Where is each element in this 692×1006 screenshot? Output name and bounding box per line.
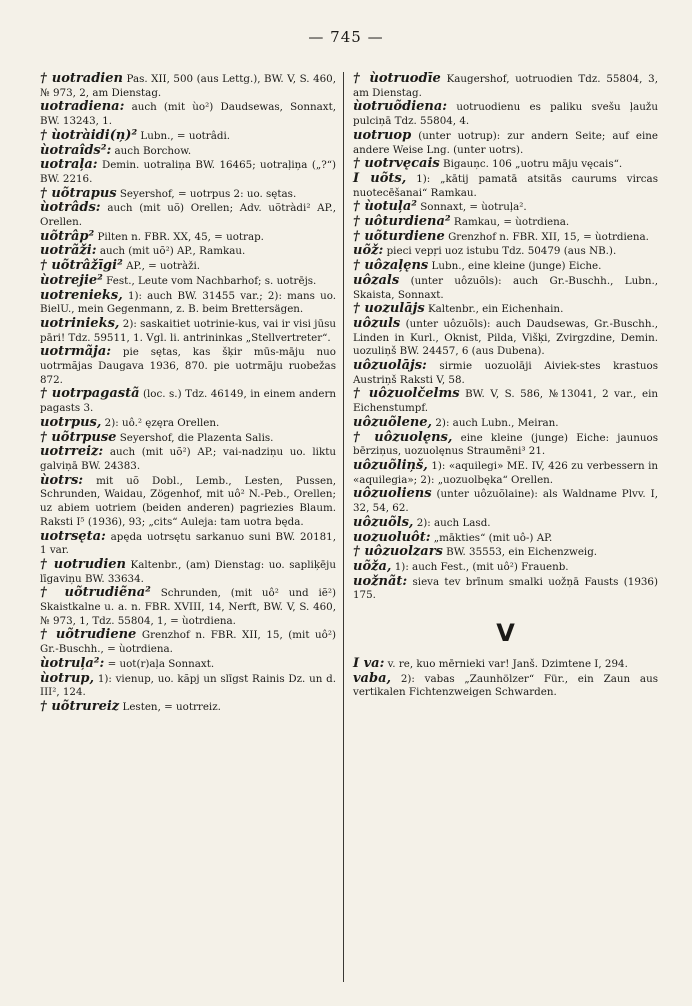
entry-definition: pieci vepŗi uoz istubu Tdz. 50479 (aus NB.). [386,245,617,258]
dictionary-entry [40,445,336,473]
entry-headword: uotrreiz: [40,444,104,460]
entry-definition: uotruodienu es paliku svešu ļaužu pulciņā Tdz. 55804, 4. [353,101,658,128]
entry-definition: 1): auch BW. 31455 var.; 2): mans uo. BielU., mein Gegenmann, z. B. beim Brettersägen. [40,289,336,316]
dictionary-entry [353,545,658,560]
dictionary-entry [40,129,336,144]
dictionary-entry [40,387,336,415]
entry-headword: † uõtrâžīgi² [40,258,123,274]
entry-definition: Lubn., = uotrâdi. [140,129,231,142]
dictionary-entry [40,416,336,431]
entry-headword: uotruop [353,127,412,143]
entry-definition: 2): saskaitiet uotrinie-kus, vai ir visi jūsu pāri! Tdz. 59511, 1. Vgl. li. antrininkas „Stellvertreter“. [40,317,336,344]
dictionary-entry [40,158,336,186]
letter-heading: V [496,619,515,648]
dictionary-entry [353,129,658,157]
left-column [40,72,336,715]
dictionary-entry [40,187,336,202]
entry-definition: Sonnaxt, = ùotruļa². [420,201,527,214]
entry-definition: „mākties“ (mit uô-) AP. [433,531,553,544]
entry-definition: sirmie uozuolāji Aiviek-stes krastuos Austriņš Raksti V, 58. [353,360,658,386]
dictionary-entry [353,359,658,387]
entry-headword: uožnãt: [353,573,408,589]
entry-headword: ùotraîds²: [40,142,112,158]
entry-headword: uozuoluôt: [353,529,431,545]
entry-headword: ùotrejie² [40,272,103,288]
entry-headword: I va: [353,656,385,672]
entry-definition: auch Borchow. [114,144,192,157]
entry-definition: Seyershof, die Plazenta Salis. [119,431,274,444]
entry-definition: Bigauņc. 106 „uotru māju vęcais“. [443,158,623,171]
entry-definition: Pas. XII, 500 (aus Lettg.), BW. V, S. 460, № 973, 2, am Dienstag. [40,73,336,99]
dictionary-entry [40,474,336,530]
entry-headword: uõža, [353,558,392,574]
entry-headword: † uozulājs [353,301,425,317]
dictionary-entry [353,259,658,274]
dictionary-entry [40,586,336,628]
entry-headword: † uotradien [40,71,123,86]
entry-headword: † uotrvęcais [353,156,440,172]
entry-definition: 1): «aquilegi» ME. IV, 426 zu verbessern in «aquilegia»; 2): „uozuolbęka“ Orellen. [353,459,658,486]
entry-definition: (unter uotrup): zur andern Seite; auf eine andere Weise Lng. (unter uotrs). [353,129,658,156]
dictionary-entry [353,157,658,172]
entry-definition: 2): auch Lasd. [416,516,491,529]
dictionary-entry [40,657,336,672]
entry-definition: Seyershof, = uotrpus 2: uo. sętas. [119,187,297,200]
entry-definition: 1): „kātij pamatā atsitās caurums vircas nuotecēšanai“ Ramkau. [353,172,658,199]
dictionary-entry [353,244,658,259]
dictionary-entry [353,215,658,230]
dictionary-entry [40,230,336,245]
dictionary-entry [40,274,336,289]
entry-headword: † uôzaļęns [353,258,429,274]
entry-definition: Demin. uotraliņa BW. 16465; uotraļiņa („?“) BW. 2216. [40,159,336,185]
entry-headword: ùotruļa²: [40,655,105,671]
dictionary-entry [40,72,336,100]
dictionary-entry [353,387,658,415]
dictionary-entry [353,72,658,100]
entry-definition: auch (mit uõ²) AP.; vai-nadziņu uo. liktu galviņā BW. 24383. [40,446,336,472]
dictionary-entry [40,530,336,558]
dictionary-entry [353,431,658,459]
entry-headword: † uôturdiena² [353,214,451,230]
dictionary-entry [40,144,336,159]
entry-definition: BW. V, S. 586, №13041, 2 var., ein Eichenstumpf. [353,388,658,415]
entry-definition: v. re, kuo mērnieki var! Janš. Dzimtene I, 294. [387,658,628,671]
entry-headword: † uõtrudiẽna² [40,585,151,601]
entry-headword: uôzuls [353,315,401,331]
entry-headword: uôzuõlene, [353,414,433,430]
entry-headword: uôzuolājs: [353,358,427,374]
entry-definition: Fest., Leute vom Nachbarhof; s. uotrējs. [106,274,317,287]
right-column-entries [353,72,658,603]
entry-headword: ùotruõdiena: [353,99,448,115]
dictionary-entry [353,230,658,245]
entry-definition: BW. 35553, ein Eichenzweig. [446,546,598,559]
entry-definition: mit uõ Dobl., Lemb., Lesten, Pussen, Schrunden, Waidau, Zögenhof, mit uô² N.-Peb., Orellen; uz abiem uotriem (beiden anderen) pagriezies Blaum. Raksti I⁵ (1936), 93; „cits“ Auleja: tam uotra będa. [40,474,336,528]
entry-definition: Grenzhof n. FBR. XII, 15, = ùotrdiena. [448,230,649,243]
column-divider [343,72,344,982]
entry-headword: uotrãži: [40,243,97,259]
entry-headword: † uõtrapus [40,185,117,201]
entry-definition: Kaltenbr., ein Eichenhain. [427,303,564,316]
entry-headword: uõtrâp² [40,228,95,244]
entry-headword: † uotrudien [40,556,126,572]
entry-headword: uõž: [353,243,384,259]
dictionary-entry [353,487,658,515]
dictionary-entry [353,657,658,672]
dictionary-entry [40,259,336,274]
entry-definition: 2): uô.² ęzęra Orellen. [104,416,220,429]
dictionary-entry [353,302,658,317]
entry-headword: † uotrpagastã [40,386,140,402]
dictionary-entry [353,317,658,359]
entry-definition: (loc. s.) Tdz. 46149, in einem andern pagasts 3. [40,388,336,415]
entry-definition: Ramkau, = ùotrdiena. [453,216,570,229]
entry-definition: pie sętas, kas šķir mūs-māju nuo uotrmãjas Daugava 1936, 870. pie uotrmãju ruobežas 872. [40,346,336,386]
dictionary-entry [40,201,336,229]
entry-headword: † ùotuļa² [353,199,417,215]
dictionary-entry [353,200,658,215]
entry-headword: † uôzuolęns, [353,429,453,445]
dictionary-entry [40,628,336,656]
dictionary-entry [353,416,658,431]
dictionary-entry [353,516,658,531]
entry-headword: uotrenieks, [40,287,123,303]
v-entries [353,657,658,700]
dictionary-entry [353,672,658,700]
entry-headword: vaba, [353,670,392,686]
entry-definition: 1): vienup, uo. kãpj un slīgst Rainis Dz. un d. III², 124. [40,672,336,699]
dictionary-entry [40,672,336,700]
entry-definition: Grenzhof n. FBR. XII, 15, (mit uô²) Gr.-Buschh., = ùotrdiena. [40,629,336,656]
entry-headword: ùotrâds: [40,200,101,216]
dictionary-entry [40,100,336,128]
entry-headword: † uôzuolčelms [353,386,460,402]
entry-headword: uotrpus, [40,414,102,430]
entry-headword: uotraļa: [40,157,98,173]
entry-definition: (unter uôzuõlaine): als Waldname Plvv. I, 32, 54, 62. [353,488,658,515]
entry-headword: uotrinieks, [40,315,120,331]
entry-headword: † uôzuolzars [353,544,443,560]
entry-definition: auch (mit uõ) Orellen; Adv. uõtràdi² AP., Orellen. [40,202,336,229]
entry-definition: = uot(r)aļa Sonnaxt. [107,657,215,670]
dictionary-entry [353,274,658,302]
dictionary-entry [40,317,336,345]
right-column [353,72,658,700]
entry-headword: † ùotràidi(ņ)² [40,127,138,143]
entry-headword: † uõtrudiene [40,627,137,643]
entry-definition: Kaugershof, uotruodien Tdz. 55804, 3, am Dienstag. [353,73,658,99]
entry-definition: Pilten n. FBR. XX, 45, = uotrap. [97,230,264,243]
entry-definition: AP., = uotràži. [126,260,201,273]
entry-definition: Schrunden, (mit uô² und iẽ²) Skaistkalne u. a. n. FBR. XVIII, 14, Nerft, BW. V, S. 460, № 973, 1, Tdz. 55804, 1, = ùotrdiena. [40,587,336,627]
entry-headword: uotrsęta: [40,528,106,544]
entry-headword: ùotrup, [40,670,95,686]
entry-definition: 2): auch Lubn., Meiran. [435,416,559,429]
entry-headword: uotrmãja: [40,344,112,360]
entry-headword: uôzuoliens [353,486,432,502]
entry-headword: † uõturdiene [353,228,445,244]
entry-headword: † uõtrpuse [40,429,117,445]
entry-definition: auch (mit uõ²) AP., Ramkau. [99,245,246,258]
entry-headword: uôzals [353,272,400,288]
entry-headword: uôzuõliņš, [353,457,428,473]
entry-headword: I uõts, [353,170,407,186]
entry-definition: Lubn., eine kleine (junge) Eiche. [431,260,602,273]
entry-definition: 2): vabas „Zaunhölzer“ Für., ein Zaun aus vertikalen Fichtenzweigen Schwarden. [353,672,658,699]
entry-headword: † uõtrureiz [40,698,120,714]
dictionary-entry [40,244,336,259]
dictionary-entry [353,172,658,200]
dictionary-entry [353,100,658,128]
entry-definition: (unter uôzuõls): auch Gr.-Buschh., Lubn., Skaista, Sonnaxt. [353,274,658,301]
dictionary-entry [353,575,658,603]
dictionary-entry [353,459,658,487]
dictionary-entry [40,700,336,715]
entry-definition: Lesten, = uotrreiz. [122,700,221,713]
dictionary-entry [40,558,336,586]
dictionary-entry [40,345,336,387]
entry-definition: apęda uotrsętu sarkanuo suni BW. 20181, 1 var. [40,530,336,557]
entry-definition: auch (mit ùo²) Daudsewas, Sonnaxt, BW. 13243, 1. [40,101,336,128]
entry-definition: 1): auch Fest., (mit uô²) Frauenb. [394,560,569,573]
dictionary-entry [40,431,336,446]
entry-headword: uôzuõls, [353,514,414,530]
dictionary-entry [353,560,658,575]
entry-headword: ùotrs: [40,472,84,488]
dictionary-entry [353,531,658,546]
dictionary-entry [40,289,336,317]
entry-definition: Kaltenbr., (am) Dienstag: uo. sapliķēju līgaviņu BW. 33634. [40,558,336,585]
entry-headword: uotradiena: [40,99,125,115]
entry-definition: eine kleine (junge) Eiche: jaunuos bērziņus, uozuolęnus Straumēni³ 21. [353,431,658,458]
entry-headword: † ùotruodīe [353,71,441,86]
entry-definition: sieva tev brīnum smalki uožņā Fausts (1936) 175. [353,575,658,602]
entry-definition: (unter uôzuõls): auch Daudsewas, Gr.-Buschh., Linden in Kurl., Oknist, Pilda, Višķi, Zvirgzdine, Demin. uozuliņš BW. 24457, 6 (aus Dubena). [353,317,658,358]
page-number: — 745 — [308,28,384,46]
